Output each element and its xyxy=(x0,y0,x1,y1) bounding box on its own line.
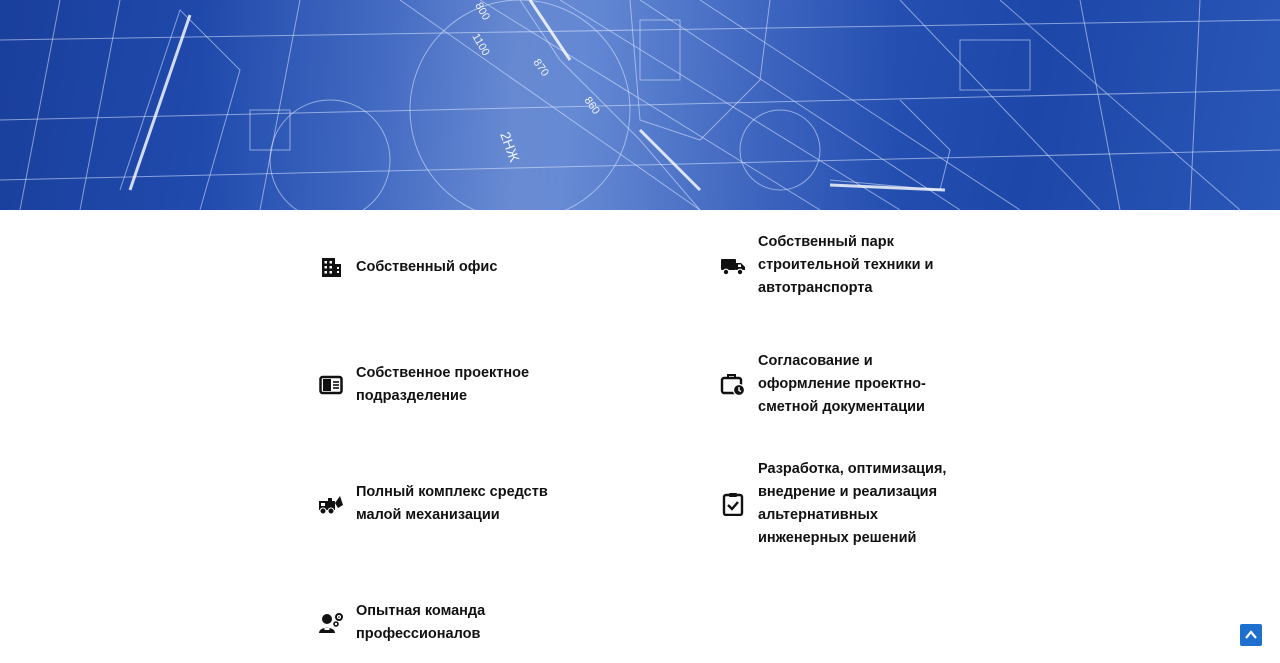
dimension-label: 1100 xyxy=(469,31,492,58)
briefcase-clock-icon xyxy=(720,372,746,398)
feature-item-design-department xyxy=(318,362,556,408)
dimension-label: 800 xyxy=(472,0,492,23)
truck-icon xyxy=(720,253,746,279)
blueprint-image xyxy=(0,0,1280,210)
book-icon xyxy=(318,372,344,398)
feature-item-engineering-solutions xyxy=(720,458,958,550)
dimension-label: 870 xyxy=(530,56,551,79)
machinery-icon xyxy=(318,491,344,517)
hero-banner xyxy=(0,0,1280,210)
feature-item-vehicle-fleet xyxy=(720,231,948,300)
feature-item-office xyxy=(318,254,556,280)
features-section xyxy=(0,210,1280,663)
feature-label: Собственное проектное подразделение xyxy=(356,365,530,404)
feature-label: Согласование и оформление проектно-сметной документации xyxy=(758,353,926,415)
feature-label: Собственный парк строительной техники и автотранспорта xyxy=(758,234,934,296)
clipboard-check-icon xyxy=(720,491,746,517)
feature-label: Опытная команда профессионалов xyxy=(356,603,486,642)
feature-label: Собственный офис xyxy=(356,258,498,275)
team-gear-icon xyxy=(318,610,344,636)
chevron-up-icon xyxy=(1244,628,1258,642)
feature-item-team xyxy=(318,600,526,646)
dimension-label: 2НЖ xyxy=(497,129,523,164)
dimension-label: 860 xyxy=(581,94,602,117)
scroll-to-top-button[interactable] xyxy=(1240,624,1262,646)
building-icon xyxy=(318,254,344,280)
feature-label: Полный комплекс средств малой механизации xyxy=(356,484,548,523)
feature-item-small-mechanization xyxy=(318,481,556,527)
feature-item-documentation xyxy=(720,350,948,419)
feature-label: Разработка, оптимизация, внедрение и реализация альтернативных инженерных решений xyxy=(758,461,947,546)
